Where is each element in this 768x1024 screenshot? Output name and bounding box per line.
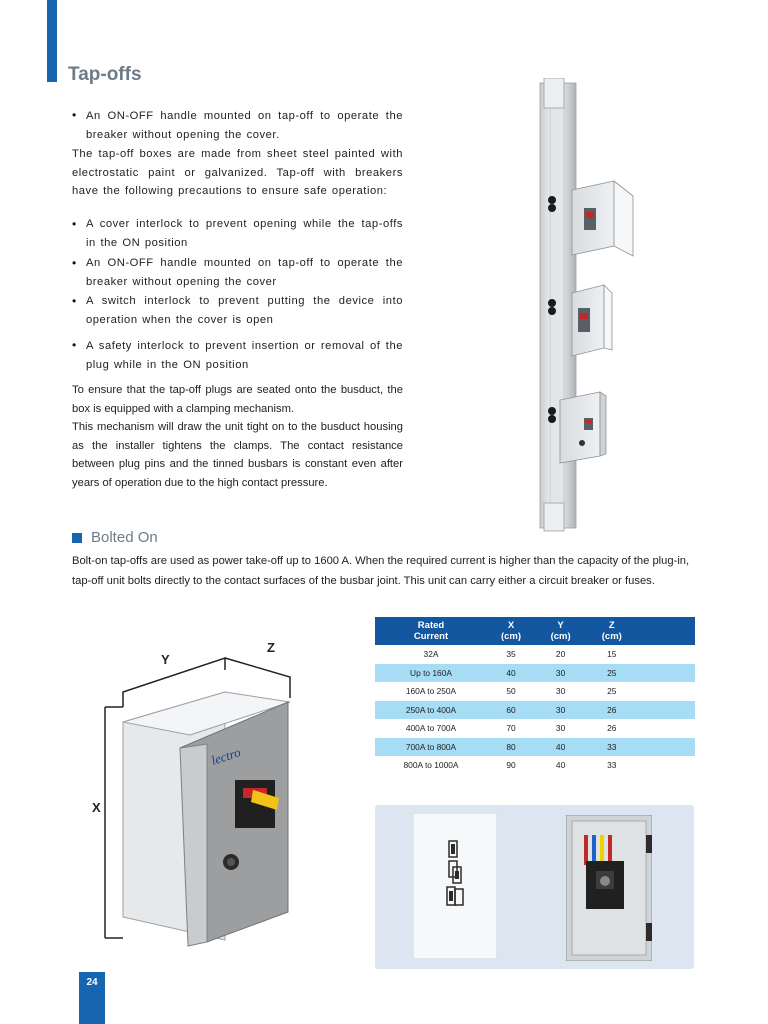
table-row: 160A to 250A 50 30 25: [405, 686, 617, 697]
table-row: 32A 35 20 15: [423, 649, 617, 660]
intro-bullet-text: An ON-OFF handle mounted on tap-off to operate the breaker without opening the cover.: [86, 110, 403, 141]
page-title: Tap-offs: [68, 64, 142, 85]
table-row: 800A to 1000A 90 40 33: [403, 760, 617, 771]
bullet-dot: •: [72, 256, 77, 270]
brand-logo: lectro: [209, 744, 243, 768]
intro-paragraph: The tap-off boxes are made from sheet steel painted with electrostatic paint or galvanized. Tap-off with breakers have the following precautions to ensure safe operation:: [72, 148, 403, 197]
bullet-item: A safety interlock to prevent insertion or removal of the plug while in the ON position: [86, 340, 403, 371]
dim-label-z: Z: [267, 640, 275, 655]
table-row: 400A to 700A 70 30 26: [405, 723, 617, 734]
table-row: Up to 160A 40 30 25: [375, 664, 695, 683]
tapoff-box-photo: [566, 815, 652, 961]
bullet-dot: •: [72, 294, 77, 308]
section-body: Bolt-on tap-offs are used as power take-off up to 1600 A. When the required current is higher than the capacity of the plug-in, tap-off unit bolts directly to the contact surfaces of the busbar joint. This unit can carry either a circuit breaker or fuses.: [72, 555, 690, 587]
bullet-item: A switch interlock to prevent putting the device into operation when the cover is open: [86, 295, 403, 326]
bullet-item: A cover interlock to prevent opening while the tap-offs in the ON position: [86, 218, 403, 249]
header-rated-current: Rated Current: [375, 617, 487, 645]
mechanism-paragraph: This mechanism will draw the unit tight on to the busduct housing as the installer tightens the clamps. The contact resistance between plug pins and the tinned busbars is constant even after years of operation due to the high contact pressure.: [72, 421, 403, 489]
bullet-item: An ON-OFF handle mounted on tap-off to operate the breaker without opening the cover: [86, 257, 403, 288]
section-title: Bolted On: [91, 529, 158, 546]
enclosure-diagram: [85, 640, 300, 950]
dim-label-y: Y: [161, 652, 170, 667]
busbar-joint-photo: [413, 813, 497, 959]
bullet-dot: •: [72, 338, 77, 352]
accent-bar: [47, 0, 57, 82]
section-marker: [72, 533, 82, 543]
bullet-dot: •: [72, 217, 77, 231]
header-x: X (cm): [487, 617, 535, 645]
dimension-table: [375, 617, 695, 775]
header-y: Y (cm): [535, 617, 586, 645]
table-header-row: [375, 617, 695, 645]
table-row: 250A to 400A 60 30 26: [375, 701, 695, 720]
page-number: 24: [86, 977, 98, 988]
clamp-paragraph: To ensure that the tap-off plugs are seated onto the busduct, the box is equipped with a clamping mechanism.: [72, 384, 403, 415]
dim-label-x: X: [92, 800, 101, 815]
bullet-dot: •: [72, 108, 77, 122]
busduct-illustration: [520, 78, 640, 533]
table-row: 700A to 800A 80 40 33: [375, 738, 695, 757]
header-z: Z (cm): [586, 617, 637, 645]
